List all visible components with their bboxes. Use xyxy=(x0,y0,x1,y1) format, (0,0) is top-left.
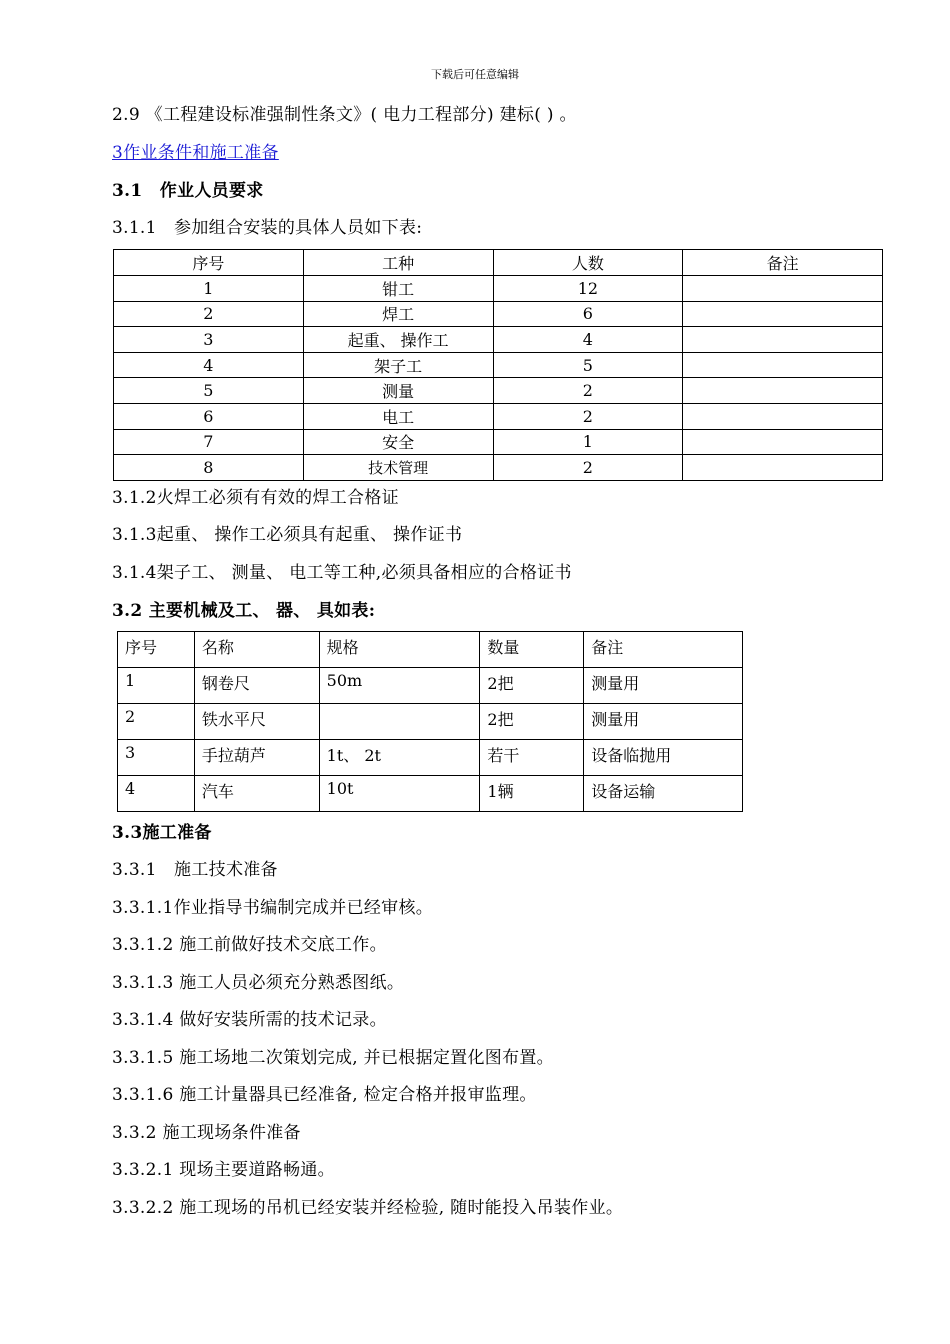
table-cell: 设备运输 xyxy=(584,776,743,812)
table-header-cell: 数量 xyxy=(480,632,584,668)
table-cell: 4 xyxy=(118,776,195,812)
item-3-3-2-1: 3.3.2.1 现场主要道路畅通。 xyxy=(112,1160,335,1180)
table-cell xyxy=(683,455,883,481)
table-cell: 6 xyxy=(493,301,683,327)
table-cell: 5 xyxy=(493,352,683,378)
table-cell: 6 xyxy=(114,403,304,429)
table-header-cell: 规格 xyxy=(319,632,480,668)
table-cell: 8 xyxy=(114,455,304,481)
table-cell: 安全 xyxy=(303,429,493,455)
table-cell: 钳工 xyxy=(303,276,493,302)
table-cell: 2把 xyxy=(480,704,584,740)
table-cell: 1辆 xyxy=(480,776,584,812)
table-cell xyxy=(683,403,883,429)
item-3-1-1: 3.1.1 参加组合安装的具体人员如下表: xyxy=(112,218,423,238)
item-3-3-1-3: 3.3.1.3 施工人员必须充分熟悉图纸。 xyxy=(112,973,405,993)
item-3-3-1-6: 3.3.1.6 施工计量器具已经准备, 检定合格并报审监理。 xyxy=(112,1085,537,1105)
table-cell: 测量用 xyxy=(584,668,743,704)
table-cell: 1 xyxy=(493,429,683,455)
table-row xyxy=(114,301,883,327)
table-row xyxy=(114,429,883,455)
table-cell: 10t xyxy=(319,776,480,812)
table-header-cell: 工种 xyxy=(303,250,493,276)
item-2-9: 2.9 《工程建设标准强制性条文》( 电力工程部分) 建标( ) 。 xyxy=(112,105,577,125)
table-cell: 4 xyxy=(493,327,683,353)
table-cell: 2 xyxy=(493,455,683,481)
item-3-1-4: 3.1.4架子工、 测量、 电工等工种,必须具备相应的合格证书 xyxy=(112,563,572,583)
table-cell: 铁水平尺 xyxy=(194,704,319,740)
item-3-3-1-5: 3.3.1.5 施工场地二次策划完成, 并已根据定置化图布置。 xyxy=(112,1048,554,1068)
table-header-cell: 备注 xyxy=(584,632,743,668)
table-cell: 测量用 xyxy=(584,704,743,740)
table-header-cell: 人数 xyxy=(493,250,683,276)
item-3-3-1-4: 3.3.1.4 做好安装所需的技术记录。 xyxy=(112,1010,387,1030)
table-cell: 2 xyxy=(114,301,304,327)
table-cell xyxy=(683,276,883,302)
table-cell: 50m xyxy=(319,668,480,704)
table-row xyxy=(118,740,743,776)
item-3-3-2-2: 3.3.2.2 施工现场的吊机已经安装并经检验, 随时能投入吊装作业。 xyxy=(112,1198,624,1218)
table-cell: 2 xyxy=(118,704,195,740)
table-header-row xyxy=(118,632,743,668)
table-cell: 若干 xyxy=(480,740,584,776)
section-3-2-heading: 3.2 主要机械及工、 器、 具如表: xyxy=(112,601,376,621)
table-cell xyxy=(683,378,883,404)
table-cell: 7 xyxy=(114,429,304,455)
section-3-heading-link[interactable]: 3作业条件和施工准备 xyxy=(112,143,279,163)
table-row xyxy=(114,327,883,353)
item-3-3-1-1: 3.3.1.1作业指导书编制完成并已经审核。 xyxy=(112,898,434,918)
table-cell: 测量 xyxy=(303,378,493,404)
table-cell xyxy=(319,704,480,740)
table-cell xyxy=(683,352,883,378)
table-row xyxy=(118,668,743,704)
table-cell: 起重、 操作工 xyxy=(303,327,493,353)
table-cell: 2把 xyxy=(480,668,584,704)
table-cell: 1t、 2t xyxy=(319,740,480,776)
item-3-3-1: 3.3.1 施工技术准备 xyxy=(112,860,278,880)
table-row xyxy=(118,704,743,740)
table-header-row xyxy=(114,250,883,276)
tools-table xyxy=(117,631,743,812)
table-cell: 焊工 xyxy=(303,301,493,327)
table-header-cell: 序号 xyxy=(118,632,195,668)
table-row xyxy=(114,378,883,404)
table-cell: 电工 xyxy=(303,403,493,429)
table-row xyxy=(114,403,883,429)
page-header: 下载后可任意编辑 xyxy=(431,68,519,81)
table-cell xyxy=(683,301,883,327)
section-3-1-heading: 3.1 作业人员要求 xyxy=(112,181,264,201)
table-header-cell: 名称 xyxy=(194,632,319,668)
table-cell xyxy=(683,429,883,455)
table-cell: 5 xyxy=(114,378,304,404)
table-cell: 架子工 xyxy=(303,352,493,378)
table-cell xyxy=(683,327,883,353)
personnel-table xyxy=(113,249,883,481)
table-cell: 1 xyxy=(114,276,304,302)
table-cell: 2 xyxy=(493,378,683,404)
table-cell: 手拉葫芦 xyxy=(194,740,319,776)
table-header-cell: 备注 xyxy=(683,250,883,276)
table-row xyxy=(114,352,883,378)
table-cell: 汽车 xyxy=(194,776,319,812)
table-cell: 3 xyxy=(114,327,304,353)
table-row xyxy=(114,455,883,481)
item-3-1-2: 3.1.2火焊工必须有有效的焊工合格证 xyxy=(112,488,399,508)
item-3-3-1-2: 3.3.1.2 施工前做好技术交底工作。 xyxy=(112,935,387,955)
item-3-3-2: 3.3.2 施工现场条件准备 xyxy=(112,1123,301,1143)
table-cell: 设备临抛用 xyxy=(584,740,743,776)
table-cell: 钢卷尺 xyxy=(194,668,319,704)
table-row xyxy=(114,276,883,302)
table-header-cell: 序号 xyxy=(114,250,304,276)
section-3-3-heading: 3.3施工准备 xyxy=(112,823,212,843)
table-cell: 技术管理 xyxy=(303,455,493,481)
table-row xyxy=(118,776,743,812)
table-cell: 3 xyxy=(118,740,195,776)
table-cell: 4 xyxy=(114,352,304,378)
item-3-1-3: 3.1.3起重、 操作工必须具有起重、 操作证书 xyxy=(112,525,463,545)
table-cell: 2 xyxy=(493,403,683,429)
table-cell: 12 xyxy=(493,276,683,302)
table-cell: 1 xyxy=(118,668,195,704)
